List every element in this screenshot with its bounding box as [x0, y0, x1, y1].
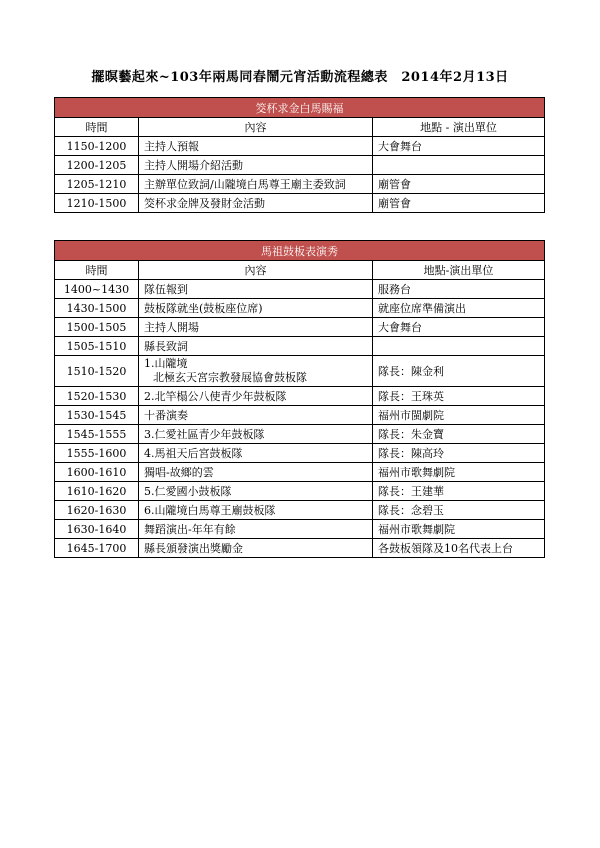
row-content: 舞蹈演出-年年有餘 — [139, 520, 373, 539]
table-row — [55, 425, 545, 444]
table-row — [55, 318, 545, 337]
row-venue: 就座位席準備演出 — [373, 299, 545, 318]
row-time: 1530-1545 — [55, 406, 139, 425]
row-venue: 隊長：王建華 — [373, 482, 545, 501]
row-venue: 廟管會 — [373, 194, 545, 213]
table-row — [55, 337, 545, 356]
table-row — [55, 175, 545, 194]
row-time: 1205-1210 — [55, 175, 139, 194]
schedule-table-drum-show — [54, 240, 545, 558]
column-header-venue: 地點 - 演出單位 — [373, 118, 545, 137]
table-row — [55, 482, 545, 501]
row-content: 主持人開場 — [139, 318, 373, 337]
row-time: 1645-1700 — [55, 539, 139, 558]
table-row — [55, 137, 545, 156]
row-time: 1505-1510 — [55, 337, 139, 356]
column-header-time: 時間 — [55, 118, 139, 137]
table-row — [55, 280, 545, 299]
row-venue: 福州市歌舞劇院 — [373, 463, 545, 482]
row-venue: 隊長：念碧玉 — [373, 501, 545, 520]
column-header-venue: 地點-演出單位 — [373, 261, 545, 280]
row-venue: 隊長：陳金利 — [373, 356, 545, 387]
row-content: 4.馬祖天后宮鼓板隊 — [139, 444, 373, 463]
row-time: 1510-1520 — [55, 356, 139, 387]
column-header-content: 內容 — [139, 261, 373, 280]
table-row — [55, 299, 545, 318]
row-venue: 大會舞台 — [373, 137, 545, 156]
row-time: 1630-1640 — [55, 520, 139, 539]
row-venue: 服務台 — [373, 280, 545, 299]
table-row — [55, 444, 545, 463]
row-content: 十番演奏 — [139, 406, 373, 425]
row-content: 主持人開場介紹活動 — [139, 156, 373, 175]
row-venue: 大會舞台 — [373, 318, 545, 337]
row-time: 1200-1205 — [55, 156, 139, 175]
row-venue: 各鼓板領隊及10名代表上台 — [373, 539, 545, 558]
row-content: 6.山隴境白馬尊王廟鼓板隊 — [139, 501, 373, 520]
table-row — [55, 156, 545, 175]
row-content: 筊杯求金牌及發財金活動 — [139, 194, 373, 213]
row-time: 1500-1505 — [55, 318, 139, 337]
document-title: 擺暝藝起來~103年兩馬同春鬧元宵活動流程總表 2014年2月13日 — [91, 70, 509, 85]
row-content: 主持人預報 — [139, 137, 373, 156]
row-content: 主辦單位致詞/山隴境白馬尊王廟主委致詞 — [139, 175, 373, 194]
row-time: 1520-1530 — [55, 387, 139, 406]
row-time: 1150-1200 — [55, 137, 139, 156]
row-content-line2: 北極玄天宮宗教發展協會鼓板隊 — [153, 371, 307, 384]
row-content: 獨唱-故鄉的雲 — [139, 463, 373, 482]
row-content: 隊伍報到 — [139, 280, 373, 299]
row-content — [139, 356, 373, 387]
table-row — [55, 520, 545, 539]
row-content: 3.仁愛社區青少年鼓板隊 — [139, 425, 373, 444]
row-venue: 廟管會 — [373, 175, 545, 194]
row-time: 1555-1600 — [55, 444, 139, 463]
table-row — [55, 387, 545, 406]
row-venue: 隊長：朱金寶 — [373, 425, 545, 444]
table-row — [55, 539, 545, 558]
row-venue — [373, 337, 545, 356]
table-row — [55, 463, 545, 482]
row-venue: 隊長：王珠英 — [373, 387, 545, 406]
row-time: 1620-1630 — [55, 501, 139, 520]
row-venue: 隊長：陳高玲 — [373, 444, 545, 463]
row-venue: 福州市歌舞劇院 — [373, 520, 545, 539]
row-time: 1610-1620 — [55, 482, 139, 501]
table-row — [55, 406, 545, 425]
row-time: 1210-1500 — [55, 194, 139, 213]
row-time: 1430-1500 — [55, 299, 139, 318]
table-row — [55, 194, 545, 213]
column-header-content: 內容 — [139, 118, 373, 137]
schedule-table-lottery — [54, 97, 545, 213]
table-row — [55, 356, 545, 387]
row-content: 鼓板隊就坐(鼓板座位席) — [139, 299, 373, 318]
column-header-time: 時間 — [55, 261, 139, 280]
row-content: 2.北竿榻公八使青少年鼓板隊 — [139, 387, 373, 406]
row-time: 1400~1430 — [55, 280, 139, 299]
table-band-title: 馬祖鼓板表演秀 — [55, 241, 545, 261]
row-content-line1: 1.山隴境 — [144, 357, 188, 370]
row-content: 5.仁愛國小鼓板隊 — [139, 482, 373, 501]
row-time: 1600-1610 — [55, 463, 139, 482]
row-venue: 福州市閩劇院 — [373, 406, 545, 425]
table-band-title: 筊杯求金白馬賜福 — [55, 98, 545, 118]
row-venue — [373, 156, 545, 175]
row-time: 1545-1555 — [55, 425, 139, 444]
row-content: 縣長頒發演出獎勵金 — [139, 539, 373, 558]
row-content: 縣長致詞 — [139, 337, 373, 356]
table-row — [55, 501, 545, 520]
